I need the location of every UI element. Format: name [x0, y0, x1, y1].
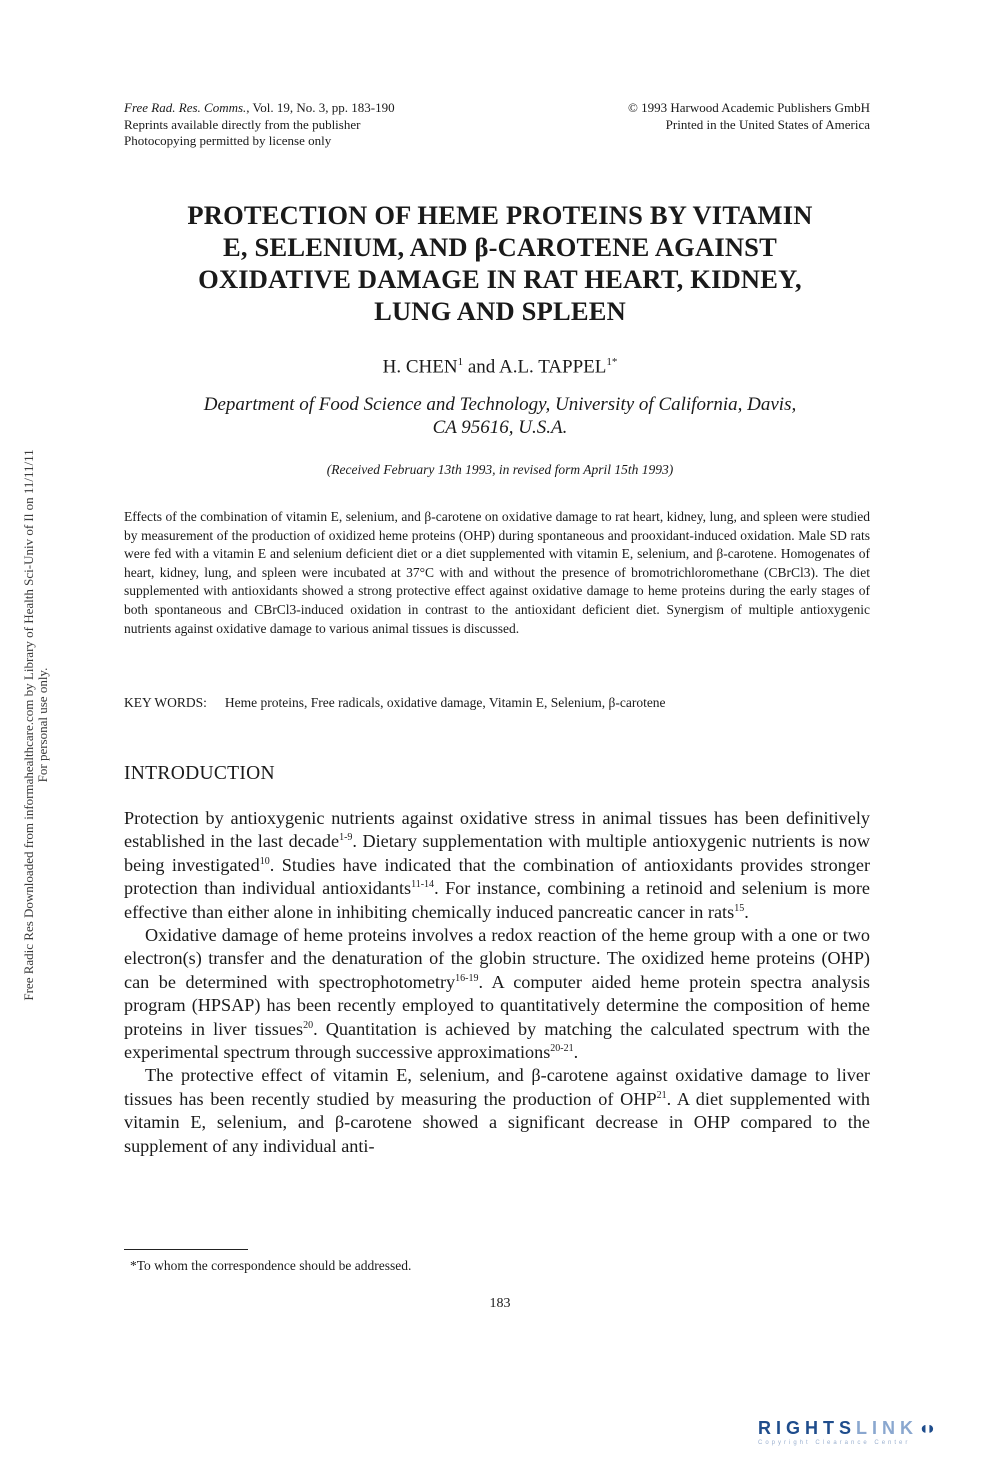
section-heading: INTRODUCTION — [124, 763, 275, 784]
paragraph-text: . — [744, 901, 749, 922]
paragraph-text: . A computer aided heme protein spectra analysis program (HPSAP) has been recently employed to quantitatively determine the composition of heme proteins in liver tissues — [124, 971, 870, 1039]
author-conjunction: and — [463, 356, 499, 378]
title-line: LUNG AND SPLEEN — [374, 296, 626, 326]
author-affiliation-mark: 1 — [457, 356, 464, 368]
title-line: PROTECTION OF HEME PROTEINS BY VITAMIN — [187, 200, 813, 230]
printed-note: Printed in the United States of America — [665, 116, 870, 132]
title-line: OXIDATIVE DAMAGE IN RAT HEART, KIDNEY, — [198, 264, 802, 294]
citation-mark: 20-21 — [550, 1043, 574, 1054]
paragraph-text: . Studies have indicated that the combination of antioxidants provides stronger protection than individual antioxidants — [124, 854, 871, 899]
reprints-note: Reprints available directly from the publisher — [124, 116, 361, 132]
logo-subtitle: Copyright Clearance Center — [758, 1440, 911, 1446]
citation-mark: 1-9 — [339, 832, 353, 844]
photocopy-note: Photocopying permitted by license only — [124, 133, 332, 148]
citation-mark: 10 — [259, 855, 270, 867]
citation-mark: 20 — [303, 1019, 314, 1031]
citation-mark: 21 — [656, 1089, 667, 1101]
paragraph-text: Protection by antioxygenic nutrients against oxidative stress in animal tissues has been definitively established in the last decade — [124, 808, 870, 852]
watermark-line: Free Radic Res Downloaded from informahealthcare.com by Library of Health Sci-Univ of Il on 11/11/11 — [21, 449, 36, 1001]
download-watermark — [0, 380, 50, 1080]
journal-citation: , Vol. 19, No. 3, pp. 183-190 — [246, 100, 395, 115]
paragraph-text: . — [573, 1042, 579, 1063]
footnote: *To whom the correspondence should be addressed. — [130, 1258, 412, 1273]
page-number: 183 — [489, 1296, 511, 1311]
running-header-left — [124, 100, 544, 150]
paragraph-text: The protective effect of vitamin E, selenium, and β-carotene against oxidative damage to liver tissues has been recently studied by measuring the production of OHP — [124, 1065, 870, 1109]
paragraph-text: . Dietary supplementation with multiple antioxygenic nutrients is now being investigated — [124, 831, 870, 875]
abstract: Effects of the combination of vitamin E, selenium, and β-carotene on oxidative damage to rat heart, kidney, lung, and spleen were studied by measurement of the production of oxidized heme proteins (OHP) during spontaneous and prooxidant-induced oxidation. Male SD rats were fed with a vitamin E and selenium deficient diet or a diet supplemented with vitamin E, selenium, and β-carotene. Homogenates of heart, kidney, lung, and spleen were incubated at 37°C with and without the presence of bromotrichloromethane (CBrCl3). The diet supplemented with antioxidants showed a strong protective effect against oxidative damage to heme proteins during the early stages of both spontaneous and CBrCl3-induced oxidation in contrast to the antioxidant deficient diet. Synergism of multiple antioxygenic nutrients against oxidative damage to various animal tissues is discussed. — [124, 509, 870, 636]
paragraph-text: . Quantitation is achieved by matching the calculated spectrum with the experimental spectrum through successive approximations — [124, 1018, 870, 1063]
paragraph — [124, 807, 870, 924]
received-dates: (Received February 13th 1993, in revised form April 15th 1993) — [326, 462, 674, 477]
citation-mark: 16-19 — [455, 972, 479, 984]
author-list — [120, 356, 880, 378]
keywords-label: KEY WORDS: — [124, 695, 207, 710]
logo-mark-icon: ◖◗ — [918, 1418, 934, 1438]
paragraph-text: . For instance, combining a retinoid and selenium is more effective than either alone in inhibiting chemically induced pancreatic cancer in rats — [124, 878, 870, 922]
keywords — [124, 695, 884, 711]
citation-mark: 11-14 — [411, 879, 435, 891]
logo-text-dark: RIGHTS — [758, 1418, 857, 1438]
citation-mark: 15 — [734, 902, 745, 914]
watermark-line: For personal use only. — [35, 667, 50, 783]
author-affiliation-mark: 1* — [606, 356, 618, 368]
paragraph-text: Oxidative damage of heme proteins involves a redox reaction of the heme group with a one or two electron(s) transfer and the denaturation of the globin structure. The oxidized heme proteins (OHP) can be determined with spectrophotometry — [124, 925, 870, 992]
affiliation-line: Department of Food Science and Technology, University of California, Davis, — [203, 394, 797, 415]
keywords-text: Heme proteins, Free radicals, oxidative damage, Vitamin E, Selenium, β-carotene — [224, 695, 666, 710]
running-header-right — [540, 100, 870, 133]
paragraph-text: . A diet supplemented with vitamin E, selenium, and β-carotene showed a significant decrease in OHP compared to the supplement of any individual anti- — [124, 1088, 871, 1156]
copyright-note: © 1993 Harwood Academic Publishers GmbH — [627, 100, 870, 115]
rightslink-logo — [758, 1418, 988, 1454]
logo-text-light: LINK — [856, 1418, 919, 1438]
author-affiliation — [120, 393, 880, 439]
author-name: H. CHEN — [382, 356, 458, 378]
affiliation-line: CA 95616, U.S.A. — [432, 417, 568, 438]
body-text — [124, 807, 870, 1158]
author-name: A.L. TAPPEL — [498, 356, 607, 378]
paragraph — [124, 1064, 870, 1158]
footnote-rule — [124, 1249, 248, 1250]
paragraph — [124, 924, 870, 1064]
article-title — [120, 199, 880, 327]
title-line: E, SELENIUM, AND β-CAROTENE AGAINST — [222, 232, 777, 262]
journal-name: Free Rad. Res. Comms. — [124, 100, 247, 115]
